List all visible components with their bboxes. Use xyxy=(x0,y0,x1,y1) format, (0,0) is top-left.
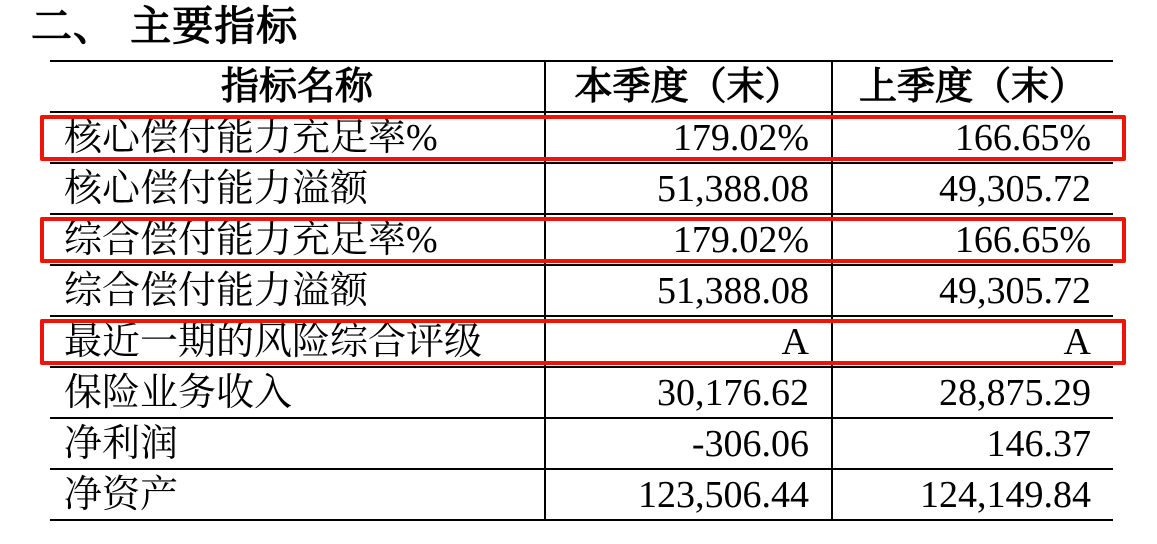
previous-quarter-value-cell: 166.65% xyxy=(954,116,1091,159)
previous-quarter-value-cell: 166.65% xyxy=(954,218,1091,261)
indicator-name-cell: 保险业务收入 xyxy=(50,368,546,417)
table-row xyxy=(50,368,1113,419)
previous-quarter-value-cell: 49,305.72 xyxy=(939,269,1091,312)
table-header-row xyxy=(50,62,1113,113)
previous-quarter-value-cell: 124,149.84 xyxy=(920,473,1091,516)
column-header-previous-quarter: 上季度（末） xyxy=(858,65,1087,108)
previous-quarter-value-cell: 49,305.72 xyxy=(939,167,1091,210)
indicator-name-cell: 净资产 xyxy=(50,470,546,519)
indicator-name-cell: 净利润 xyxy=(50,419,546,468)
current-quarter-value-cell: 179.02% xyxy=(546,215,833,264)
indicator-name-cell: 综合偿付能力溢额 xyxy=(50,266,546,315)
table-body xyxy=(50,113,1113,521)
current-quarter-value-cell: A xyxy=(546,317,833,366)
previous-quarter-value-cell: 146.37 xyxy=(986,422,1091,465)
current-quarter-value-cell: 179.02% xyxy=(546,113,833,162)
previous-quarter-value-cell: 28,875.29 xyxy=(939,371,1091,414)
table-row xyxy=(50,419,1113,470)
indicator-name-cell: 核心偿付能力充足率% xyxy=(50,113,546,162)
indicator-name-cell: 综合偿付能力充足率% xyxy=(50,215,546,264)
table-row xyxy=(50,266,1113,317)
current-quarter-value-cell: 30,176.62 xyxy=(546,368,833,417)
previous-quarter-value-cell: A xyxy=(1063,320,1091,363)
table-row xyxy=(50,113,1113,164)
column-header-current-quarter: 本季度（末） xyxy=(546,62,833,111)
table-row xyxy=(50,470,1113,521)
indicator-name-cell: 核心偿付能力溢额 xyxy=(50,164,546,213)
key-indicators-table xyxy=(50,60,1113,521)
section-title: 二、 主要指标 xyxy=(31,2,299,50)
table-row xyxy=(50,317,1113,368)
current-quarter-value-cell: 51,388.08 xyxy=(546,164,833,213)
current-quarter-value-cell: 123,506.44 xyxy=(546,470,833,519)
current-quarter-value-cell: 51,388.08 xyxy=(546,266,833,315)
current-quarter-value-cell: -306.06 xyxy=(546,419,833,468)
column-header-indicator-name: 指标名称 xyxy=(50,62,546,111)
indicator-name-cell: 最近一期的风险综合评级 xyxy=(50,317,546,366)
table-row xyxy=(50,164,1113,215)
table-row xyxy=(50,215,1113,266)
